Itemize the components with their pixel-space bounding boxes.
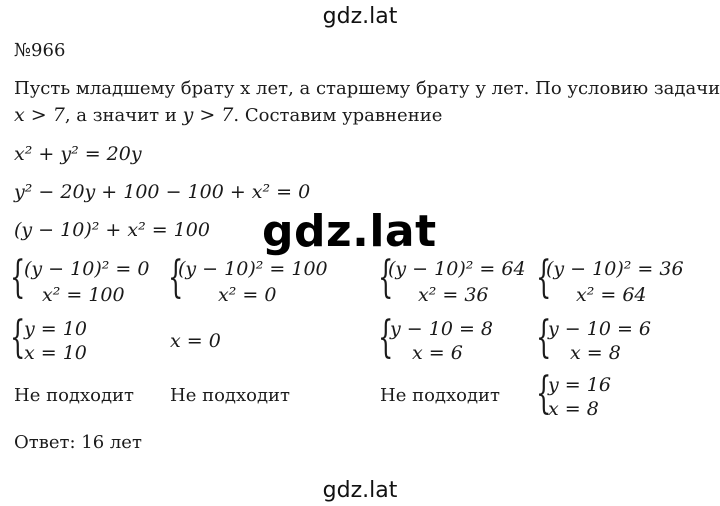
verdict-case-3: Не подходит xyxy=(380,385,501,406)
condition-y: y > 7 xyxy=(182,104,234,126)
solution-line-2: x = 8 xyxy=(570,342,621,364)
final-solution xyxy=(536,368,686,424)
solution-line-2: x = 6 xyxy=(412,342,463,364)
solution-case-3 xyxy=(378,312,528,368)
system-line-1: (y − 10)² = 64 xyxy=(388,258,526,280)
brace-icon: { xyxy=(536,312,552,363)
equation-3: (y − 10)² + x² = 100 xyxy=(14,219,210,241)
brace-icon: { xyxy=(536,368,552,419)
solution-case-2: x = 0 xyxy=(170,330,221,352)
solution-line-1: y = 10 xyxy=(24,318,87,340)
equation-1: x² + y² = 20y xyxy=(14,143,142,165)
solution-case-1 xyxy=(10,312,130,368)
condition-x: x > 7 xyxy=(14,104,65,126)
verdict-case-2: Не подходит xyxy=(170,385,291,406)
system-line-2: x² = 36 xyxy=(418,284,489,306)
verdict-case-1: Не подходит xyxy=(14,385,135,406)
brace-icon: { xyxy=(168,252,184,303)
brace-icon: { xyxy=(378,252,394,303)
system-case-4 xyxy=(536,252,716,308)
watermark-middle: gdz.lat xyxy=(262,206,437,257)
solution-line-2: x = 10 xyxy=(24,342,87,364)
equation-2: y² − 20y + 100 − 100 + x² = 0 xyxy=(14,181,311,203)
system-case-3 xyxy=(378,252,538,308)
watermark-top: gdz.lat xyxy=(322,4,398,29)
task-number: №966 xyxy=(14,40,66,61)
watermark-bottom: gdz.lat xyxy=(322,478,398,503)
intro-text-2: . Составим уравнение xyxy=(233,105,443,126)
system-case-1 xyxy=(10,252,170,308)
system-line-2: x² = 64 xyxy=(576,284,647,306)
system-line-1: (y − 10)² = 0 xyxy=(24,258,150,280)
intro-line-1: Пусть младшему брату х лет, а старшему брату у лет. По условию задачи xyxy=(14,78,720,99)
brace-icon: { xyxy=(378,312,394,363)
system-case-2 xyxy=(168,252,368,308)
solution-line-1: y − 10 = 8 xyxy=(390,318,493,340)
final-line-2: x = 8 xyxy=(548,398,599,420)
intro-line-2 xyxy=(14,104,442,126)
answer: Ответ: 16 лет xyxy=(14,432,142,453)
solution-case-4 xyxy=(536,312,686,368)
final-line-1: y = 16 xyxy=(548,374,611,396)
system-line-1: (y − 10)² = 100 xyxy=(178,258,328,280)
system-line-1: (y − 10)² = 36 xyxy=(546,258,684,280)
solution-line-1: y − 10 = 6 xyxy=(548,318,651,340)
intro-text-1: , а значит и xyxy=(64,105,183,126)
brace-icon: { xyxy=(10,312,26,363)
system-line-2: x² = 100 xyxy=(42,284,125,306)
brace-icon: { xyxy=(536,252,552,303)
system-line-2: x² = 0 xyxy=(218,284,277,306)
brace-icon: { xyxy=(10,252,26,303)
